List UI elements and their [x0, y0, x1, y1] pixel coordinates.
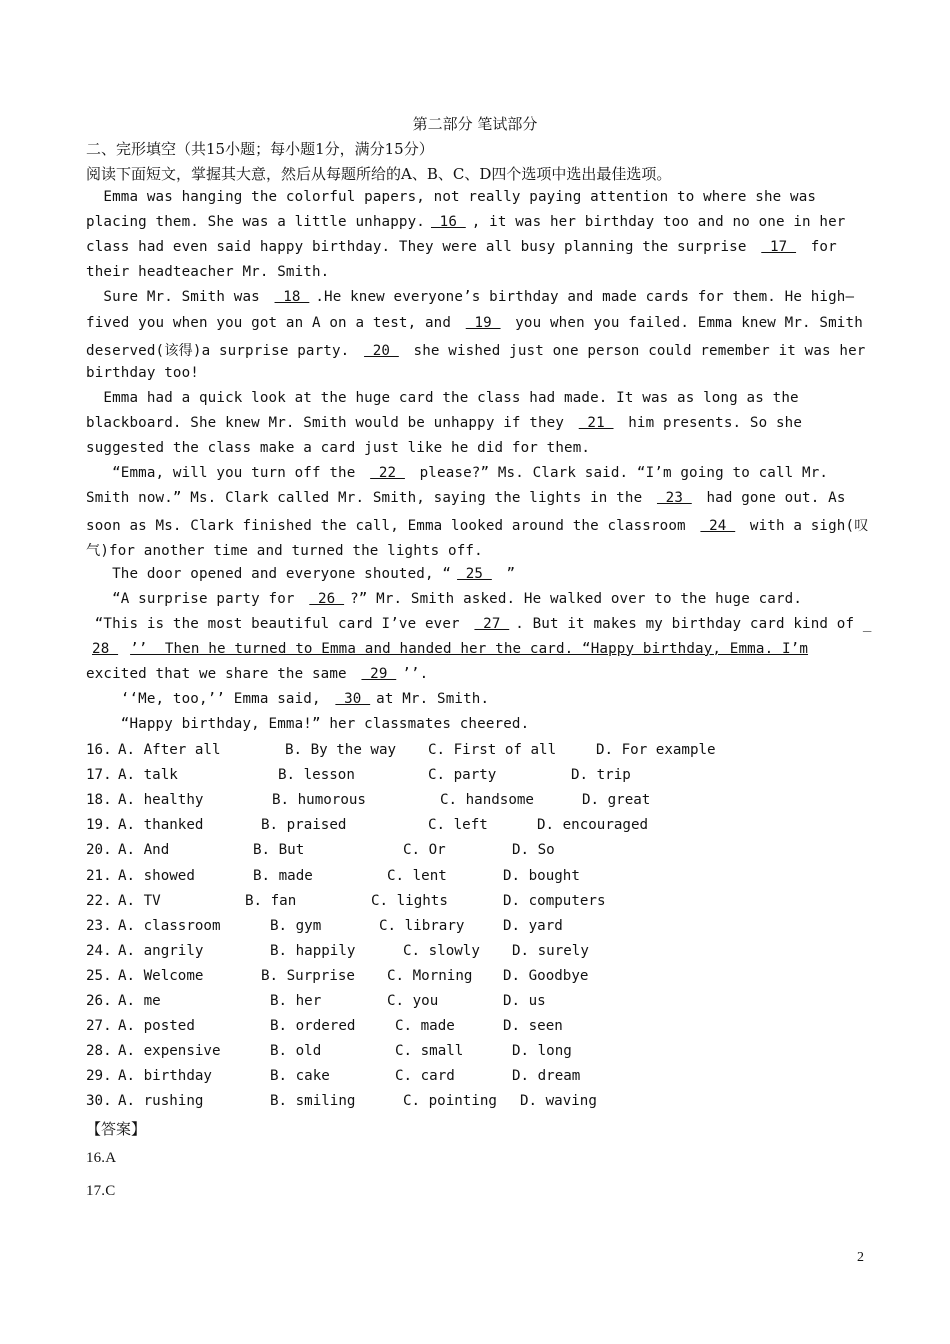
passage-text: had gone out. As [697, 490, 846, 507]
section-heading: 二、完形填空（共15小题；每小题1分，满分15分） [86, 140, 434, 158]
passage-text: 气)for another time and turned the lights off. [86, 543, 483, 560]
option-c: C. card [395, 1068, 455, 1085]
passage-line [86, 189, 816, 205]
option-b: B. But [253, 842, 305, 859]
passage-text: excited that we share the same [86, 665, 356, 682]
question-number: 19. [86, 817, 112, 834]
option-c: C. Morning [387, 967, 473, 984]
passage-text: “This is the most beautiful card I’ve ever [86, 615, 469, 632]
passage-text: him presents. So she [619, 414, 803, 431]
answer-item: 16.A [86, 1150, 117, 1166]
passage-text: fived you when you got an A on a test, and [86, 314, 460, 331]
passage-line [86, 365, 199, 381]
question-number: 16. [86, 742, 112, 758]
option-b: B. old [270, 1043, 322, 1060]
passage-text: ?” Mr. Smith asked. He walked over to the huge card. [350, 590, 803, 607]
option-d: D. long [512, 1043, 572, 1060]
option-b: B. happily [270, 942, 356, 959]
option-d: D. Goodbye [503, 967, 589, 984]
option-a: A. And [118, 842, 170, 859]
option-c: C. First of all [428, 742, 557, 758]
option-a: A. classroom [118, 917, 221, 934]
passage-line [86, 716, 529, 732]
option-a: A. After all [118, 742, 221, 758]
passage-text: Emma had a quick look at the huge card the class had made. It was as long as the [86, 389, 799, 406]
option-c: C. party [428, 767, 497, 784]
question-number: 18. [86, 792, 112, 809]
blank: 18 [274, 289, 310, 306]
passage-line [86, 340, 865, 360]
blank: 23 [656, 490, 692, 507]
option-c: C. you [387, 993, 439, 1009]
passage-text: she wished just one person could remember it was her [404, 342, 866, 359]
option-a: A. talk [118, 767, 178, 784]
blank: 22 [370, 465, 405, 482]
passage-text: class had even said happy birthday. They were all busy planning the surprise [86, 239, 756, 256]
option-d: D. computers [503, 892, 606, 909]
passage-line [86, 666, 428, 682]
question-number: 29. [86, 1068, 112, 1085]
option-d: D. trip [571, 767, 631, 784]
passage-line [86, 214, 846, 230]
passage-line [86, 415, 802, 431]
option-b: B. lesson [278, 767, 355, 784]
option-b: B. smiling [270, 1093, 356, 1110]
passage-text: The door opened and everyone shouted, “ [86, 565, 452, 582]
passage-text: you when you failed. Emma knew Mr. Smith [506, 314, 863, 331]
question-number: 27. [86, 1018, 112, 1035]
passage-text: deserved(该得)a surprise party. [86, 342, 359, 359]
option-b: B. made [253, 867, 313, 884]
option-b: B. fan [245, 892, 297, 909]
option-a: A. posted [118, 1018, 195, 1035]
option-d: D. For example [596, 742, 716, 758]
passage-line [86, 691, 489, 707]
option-a: A. Welcome [118, 967, 204, 984]
passage-text: at Mr. Smith. [376, 691, 490, 707]
option-c: C. Or [403, 842, 446, 859]
question-number: 28. [86, 1043, 112, 1060]
passage-line [86, 465, 828, 481]
passage-text: for [802, 239, 837, 256]
option-c: C. left [428, 817, 488, 834]
blank: 24 [700, 518, 736, 535]
option-c: C. lent [387, 867, 447, 884]
option-a: A. angrily [118, 942, 204, 959]
passage-line [86, 515, 869, 535]
passage-line [86, 540, 483, 560]
blank: 29 [361, 665, 397, 682]
option-c: C. made [395, 1018, 455, 1035]
option-c: C. slowly [403, 942, 480, 959]
passage-text: “Happy birthday, Emma!” her classmates cheered. [86, 716, 530, 733]
passage-line [86, 264, 329, 280]
question-number: 22. [86, 892, 112, 909]
passage-text: please?” Ms. Clark said. “I’m going to call Mr. [410, 465, 829, 482]
option-b: B. ordered [270, 1018, 356, 1035]
page-title: 第二部分 笔试部分 [412, 115, 538, 133]
option-c: C. library [379, 917, 465, 934]
passage-line [86, 239, 837, 255]
passage-line [86, 616, 872, 632]
passage-line [86, 591, 802, 607]
passage-text: suggested the class make a card just like he did for them. [86, 440, 591, 456]
passage-text: Emma was hanging the colorful papers, not really paying attention to where she was [86, 189, 817, 205]
passage-text: “A surprise party for [86, 590, 304, 607]
passage-text: . But it makes my birthday card kind of _ [515, 615, 872, 632]
passage-text: .He knew everyone’s birthday and made cards for them. He high— [315, 289, 855, 306]
passage-text: soon as Ms. Clark finished the call, Emma looked around the classroom [86, 518, 695, 535]
option-a: A. showed [118, 867, 195, 884]
option-d: D. yard [503, 917, 563, 934]
passage-text: birthday too! [86, 364, 199, 381]
blank: 27 [474, 615, 510, 632]
question-number: 23. [86, 917, 112, 934]
passage-text: blackboard. She knew Mr. Smith would be unhappy if they [86, 414, 573, 431]
passage-text: ’’. [402, 665, 429, 682]
option-d: D. waving [520, 1093, 597, 1110]
passage-line [86, 566, 515, 582]
option-b: B. By the way [285, 742, 397, 758]
option-c: C. pointing [403, 1093, 497, 1110]
blank: 28 [92, 640, 119, 657]
option-a: A. thanked [118, 817, 204, 834]
option-d: D. encouraged [537, 817, 649, 834]
passage-line [86, 440, 590, 456]
option-b: B. gym [270, 917, 322, 934]
question-number: 21. [86, 867, 112, 884]
passage-text: ” [497, 565, 516, 582]
passage-line [86, 641, 814, 657]
passage-line [86, 490, 846, 506]
page-number: 2 [857, 1250, 864, 1265]
passage-text: “Emma, will you turn off the [86, 465, 365, 482]
option-c: C. small [395, 1043, 464, 1060]
option-d: D. surely [512, 942, 589, 959]
question-number: 24. [86, 942, 112, 959]
passage-line [86, 315, 863, 331]
option-a: A. me [118, 993, 161, 1009]
option-b: B. humorous [272, 792, 366, 809]
answer-item: 17.C [86, 1183, 116, 1199]
passage-line [86, 390, 799, 406]
blank: 30 [335, 691, 371, 707]
option-d: D. great [582, 792, 651, 809]
question-number: 20. [86, 842, 112, 859]
option-d: D. bought [503, 867, 580, 884]
option-b: B. Surprise [261, 967, 355, 984]
blank: 17 [761, 239, 797, 256]
section-instruction: 阅读下面短文，掌握其大意，然后从每题所给的A、B、C、D四个选项中选出最佳选项。 [86, 165, 672, 183]
question-number: 25. [86, 967, 112, 984]
option-d: D. dream [512, 1068, 581, 1085]
option-b: B. praised [261, 817, 347, 834]
option-a: A. expensive [118, 1043, 221, 1060]
option-c: C. handsome [440, 792, 534, 809]
passage-text: , it was her birthday too and no one in her [471, 214, 846, 231]
blank: 16 [430, 214, 466, 231]
option-a: A. healthy [118, 792, 204, 809]
option-a: A. birthday [118, 1068, 212, 1085]
option-d: D. So [512, 842, 555, 859]
option-a: A. TV [118, 892, 161, 909]
option-b: B. cake [270, 1068, 330, 1085]
passage-text: Smith now.” Ms. Clark called Mr. Smith, saying the lights in the [86, 490, 651, 507]
blank: 19 [465, 314, 501, 331]
answer-label: 【答案】 [86, 1120, 147, 1138]
blank: 21 [578, 414, 614, 431]
passage-text: ‘‘Me, too,’’ Emma said, [86, 691, 330, 707]
option-d: D. seen [503, 1018, 563, 1035]
option-c: C. lights [371, 892, 448, 909]
blank: 20 [364, 342, 399, 359]
passage-text: placing them. She was a little unhappy. [86, 214, 425, 231]
blank: 25 [457, 565, 492, 582]
question-number: 26. [86, 993, 112, 1009]
passage-line [86, 289, 854, 305]
option-a: A. rushing [118, 1093, 204, 1110]
passage-text: Sure Mr. Smith was [86, 289, 269, 306]
question-number: 30. [86, 1093, 112, 1110]
passage-text: their headteacher Mr. Smith. [86, 264, 330, 281]
question-number: 17. [86, 767, 112, 784]
passage-text: with a sigh(叹 [741, 518, 869, 535]
option-b: B. her [270, 993, 322, 1009]
blank: 26 [309, 590, 345, 607]
option-d: D. us [503, 993, 546, 1009]
blank: ’’ Then he turned to Emma and handed her the card. “Happy birthday, Emma. I’m [130, 640, 809, 657]
